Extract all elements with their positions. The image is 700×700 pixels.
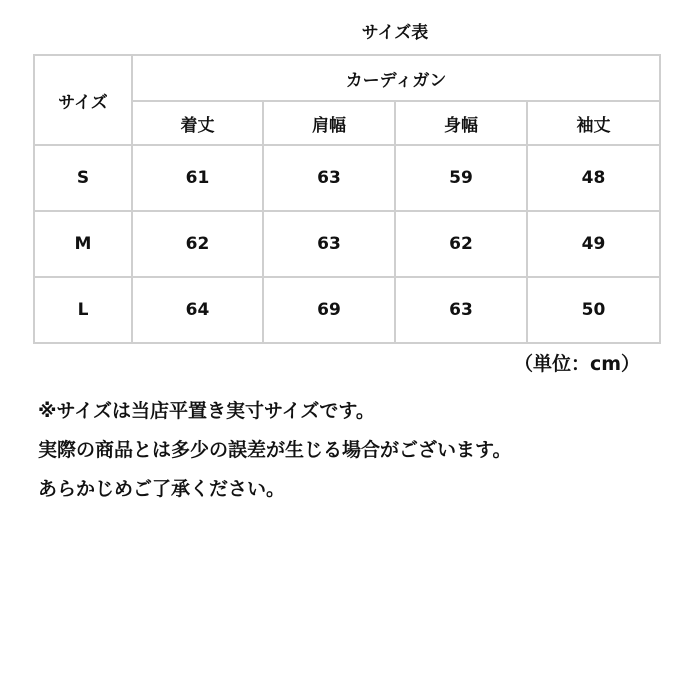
table-cell: 63: [263, 211, 395, 277]
table-row: [34, 145, 660, 211]
column-header-length: 着丈: [132, 101, 263, 145]
row-size-label: S: [34, 145, 132, 211]
note-line: ※サイズは当店平置き実寸サイズです。: [38, 400, 375, 422]
notes: [38, 392, 688, 509]
table-row: [34, 211, 660, 277]
table-cell: 62: [395, 211, 527, 277]
row-size-label: L: [34, 277, 132, 343]
group-header: カーディガン: [132, 55, 660, 101]
column-header-sleeve: 袖丈: [527, 101, 660, 145]
table-cell: 50: [527, 277, 660, 343]
table-cell: 59: [395, 145, 527, 211]
table-cell: 64: [132, 277, 263, 343]
column-header-width: 身幅: [395, 101, 527, 145]
column-header-shoulder: 肩幅: [263, 101, 395, 145]
table-cell: 48: [527, 145, 660, 211]
table-cell: 61: [132, 145, 263, 211]
note-line: 実際の商品とは多少の誤差が生じる場合がございます。: [38, 439, 512, 461]
size-table: [33, 54, 661, 344]
unit-label: （単位：cm）: [513, 353, 640, 375]
table-cell: 62: [132, 211, 263, 277]
table-cell: 69: [263, 277, 395, 343]
row-size-label: M: [34, 211, 132, 277]
table-cell: 63: [395, 277, 527, 343]
table-cell: 49: [527, 211, 660, 277]
size-header: サイズ: [34, 55, 132, 145]
note-line: あらかじめご了承ください。: [38, 478, 286, 500]
table-cell: 63: [263, 145, 395, 211]
table-row: [34, 277, 660, 343]
chart-title: サイズ表: [361, 23, 429, 43]
